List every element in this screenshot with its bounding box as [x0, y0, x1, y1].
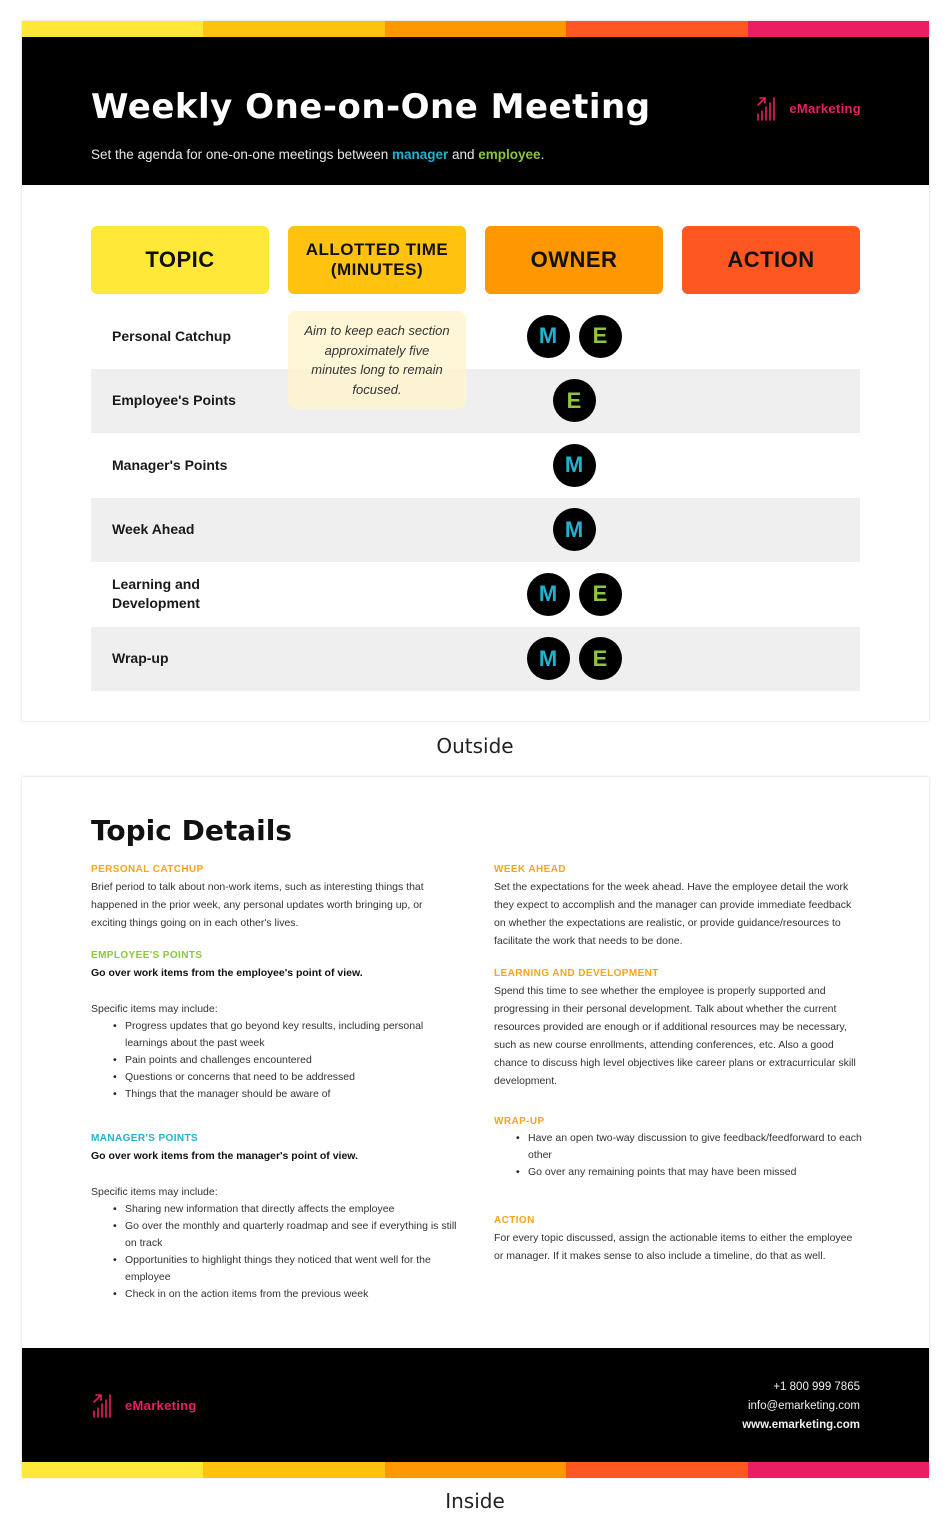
contact-website[interactable]: www.emarketing.com	[742, 1419, 860, 1431]
owner-badge-manager: M	[553, 508, 596, 551]
row-owners	[485, 508, 663, 551]
hero-banner	[22, 37, 929, 185]
table-row	[91, 627, 860, 692]
subtitle-employee: employee	[478, 147, 541, 162]
stripe-pink	[748, 1462, 929, 1478]
section-list	[91, 1018, 461, 1103]
stripe-pink	[748, 21, 929, 37]
section-lead: Go over work items from the employee's point of view.	[91, 967, 363, 979]
table-row	[91, 562, 860, 627]
header-action: ACTION	[682, 226, 860, 294]
list-item: • Go over any remaining points that may have been missed	[516, 1164, 864, 1181]
caption-inside: Inside	[445, 1489, 505, 1513]
stripe-orange	[385, 1462, 566, 1478]
header-time-line1: ALLOTTED TIME	[305, 240, 449, 260]
list-item: • Opportunities to highlight things they noticed that went well for the employee	[113, 1252, 461, 1286]
section-text: Brief period to talk about non-work items, such as interesting things that happened in the prior week, any personal updates worth bringing up, or exciting things going on in each other's lives.	[91, 881, 424, 929]
color-stripe-top	[22, 21, 929, 37]
subtitle-manager: manager	[391, 147, 449, 162]
subtitle-period: .	[540, 147, 545, 162]
page-title: Weekly One-on-One Meeting	[91, 87, 651, 127]
section-text: For every topic discussed, assign the actionable items to either the employee or manager. If it makes sense to also include a timeline, do that as well.	[494, 1232, 853, 1262]
header-allotted-time	[288, 226, 466, 294]
outside-page	[22, 21, 929, 721]
owner-badge-employee: E	[579, 573, 622, 616]
page-subtitle	[91, 147, 544, 162]
stripe-red-orange	[566, 21, 747, 37]
stripe-amber	[203, 21, 384, 37]
section-action	[494, 1215, 864, 1265]
section-text: Set the expectations for the week ahead. Have the employee detail the work they expect to accomplish and the manager can provide immediate feedback on whether the expectations are realistic, or provide guidance/resources to facilitate the work that needs to be done.	[494, 881, 852, 947]
table-row	[91, 498, 860, 563]
topic-details-title: Topic Details	[91, 814, 292, 847]
row-topic: Manager's Points	[112, 456, 228, 473]
list-item: • Pain points and challenges encountered	[113, 1052, 461, 1069]
table-row	[91, 369, 860, 434]
stripe-orange	[385, 21, 566, 37]
owner-badge-manager: M	[527, 573, 570, 616]
row-topic: Wrap-up	[112, 650, 169, 667]
color-stripe-bottom	[22, 1462, 929, 1478]
footer-brand-name: eMarketing	[125, 1397, 197, 1413]
subtitle-and: and	[448, 147, 479, 162]
chart-growth-icon	[91, 1392, 117, 1418]
details-right-column	[494, 864, 864, 1283]
section-heading: MANAGER'S POINTS	[91, 1133, 199, 1144]
agenda-rows	[91, 304, 860, 691]
section-heading: WRAP-UP	[494, 1116, 545, 1127]
section-list	[494, 1130, 864, 1181]
table-row	[91, 433, 860, 498]
inside-page	[22, 777, 929, 1477]
row-owners	[485, 444, 663, 487]
section-personal-catchup	[91, 864, 461, 932]
owner-badge-manager: M	[527, 637, 570, 680]
header-time-line2: (MINUTES)	[330, 260, 424, 279]
owner-badge-manager: M	[527, 315, 570, 358]
section-wrap-up	[494, 1116, 864, 1181]
footer-banner	[22, 1348, 929, 1462]
section-learning-development	[494, 968, 864, 1090]
list-item: • Questions or concerns that need to be addressed	[113, 1069, 461, 1086]
stripe-amber	[203, 1462, 384, 1478]
time-tip-note: Aim to keep each section approximately five minutes long to remain focused.	[288, 311, 466, 409]
row-owners	[485, 315, 663, 358]
owner-badge-manager: M	[553, 444, 596, 487]
stripe-yellow	[22, 21, 203, 37]
section-text: Spend this time to see whether the employee is properly supported and progressing in their personal development. Talk about whether the current resources provided are enough or if additional resources may be necessary, such as new course enrollments, attending conferences, etc. Also a good chance to discuss high level objectives like career plans or extracurricular skill development.	[494, 985, 856, 1087]
list-item: • Sharing new information that directly affects the employee	[113, 1201, 461, 1218]
section-intro: Specific items may include:	[91, 1186, 218, 1198]
list-item: • Things that the manager should be aware of	[113, 1086, 461, 1103]
row-topic: Personal Catchup	[112, 327, 232, 344]
owner-badge-employee: E	[553, 379, 596, 422]
header-owner: OWNER	[485, 226, 663, 294]
subtitle-text: Set the agenda for one-on-one meetings between	[91, 147, 392, 162]
stripe-red-orange	[566, 1462, 747, 1478]
section-managers-points	[91, 1133, 461, 1303]
section-intro: Specific items may include:	[91, 1003, 218, 1015]
section-heading: ACTION	[494, 1215, 535, 1226]
list-item: • Go over the monthly and quarterly roadmap and see if everything is still on track	[113, 1218, 461, 1252]
footer-brand-logo	[91, 1392, 197, 1418]
section-week-ahead	[494, 864, 864, 950]
row-topic: Week Ahead	[112, 521, 195, 538]
row-owners	[485, 573, 663, 616]
row-owners	[485, 637, 663, 680]
contact-info	[742, 1378, 860, 1435]
owner-badge-employee: E	[579, 637, 622, 680]
section-heading: PERSONAL CATCHUP	[91, 864, 204, 875]
section-heading: LEARNING AND DEVELOPMENT	[494, 968, 659, 979]
owner-badge-employee: E	[579, 315, 622, 358]
header-topic: TOPIC	[91, 226, 269, 294]
stripe-yellow	[22, 1462, 203, 1478]
contact-phone: +1 800 999 7865	[773, 1381, 860, 1393]
row-topic: Employee's Points	[112, 392, 236, 409]
brand-name: eMarketing	[789, 100, 861, 116]
contact-email[interactable]: info@emarketing.com	[747, 1400, 860, 1412]
section-list	[91, 1201, 461, 1303]
caption-outside: Outside	[436, 734, 514, 758]
section-lead: Go over work items from the manager's point of view.	[91, 1150, 358, 1162]
chart-growth-icon	[755, 95, 781, 121]
section-heading: WEEK AHEAD	[494, 864, 566, 875]
row-topic: Learning and Development	[112, 576, 200, 612]
agenda-table	[91, 226, 860, 691]
agenda-header-row	[91, 226, 860, 294]
list-item: • Have an open two-way discussion to give feedback/feedforward to each other	[516, 1130, 864, 1164]
section-employees-points	[91, 950, 461, 1103]
section-heading: EMPLOYEE'S POINTS	[91, 950, 203, 961]
row-owners	[485, 379, 663, 422]
list-item: • Progress updates that go beyond key results, including personal learnings about the past week	[113, 1018, 461, 1052]
table-row	[91, 304, 860, 369]
list-item: • Check in on the action items from the previous week	[113, 1286, 461, 1303]
brand-logo	[755, 95, 861, 121]
details-left-column	[91, 864, 461, 1321]
